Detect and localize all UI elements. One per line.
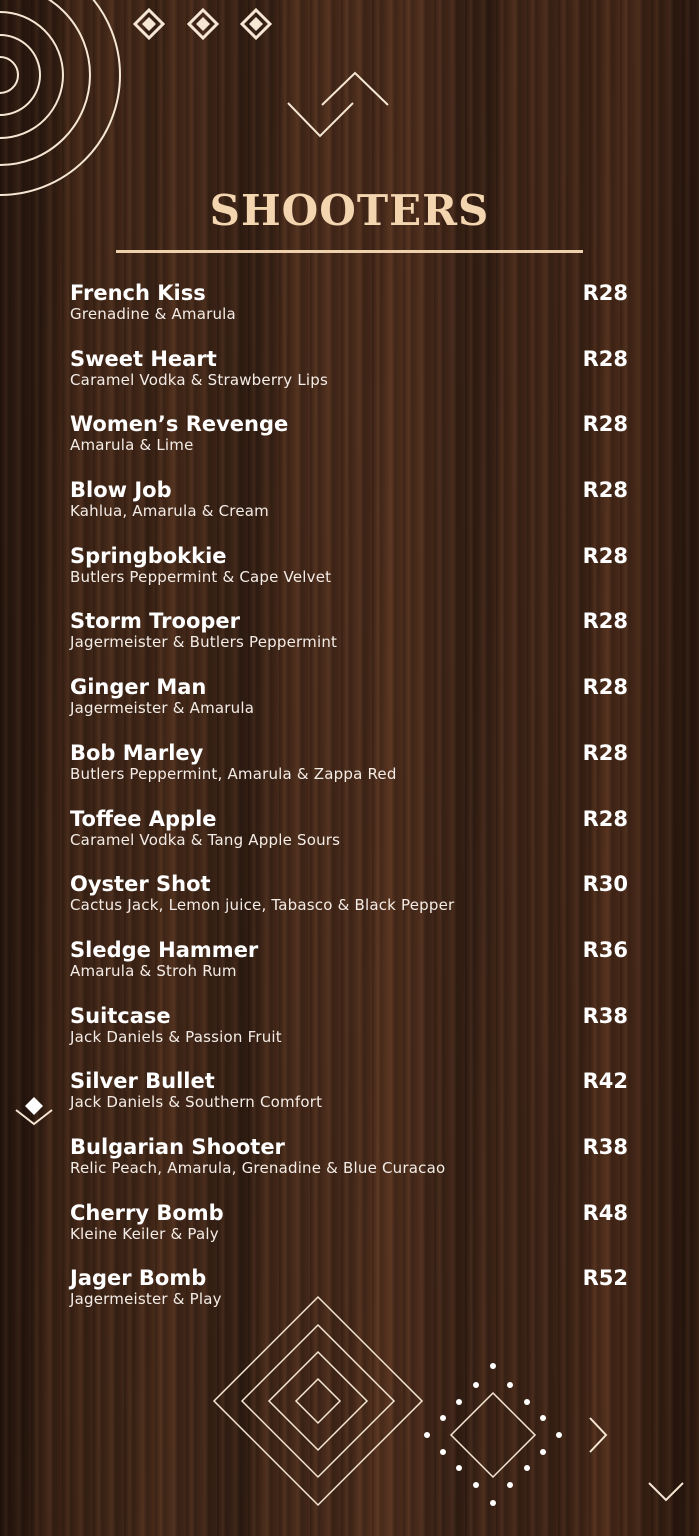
menu-item — [70, 281, 630, 347]
menu-item-price: R28 — [582, 412, 628, 437]
menu-item-name: Jager Bomb — [70, 1266, 207, 1291]
chevron-icon — [649, 1483, 683, 1500]
menu-item-description: Amarula & Lime — [70, 436, 194, 455]
menu-item-name: French Kiss — [70, 281, 206, 305]
menu-item-price: R28 — [582, 543, 628, 568]
menu-item — [70, 1069, 630, 1135]
menu-item-description: Kahlua, Amarula & Cream — [70, 502, 269, 521]
menu-item-price: R28 — [582, 806, 628, 831]
menu-item-description: Jack Daniels & Passion Fruit — [70, 1027, 282, 1046]
menu-item-name: Cherry Bomb — [70, 1200, 224, 1225]
menu-item-description: Caramel Vodka & Strawberry Lips — [70, 370, 328, 389]
menu-item — [70, 412, 630, 478]
menu-item-price: R28 — [582, 609, 628, 634]
menu-item-name: Toffee Apple — [70, 806, 217, 831]
menu-item — [70, 347, 630, 413]
menu-item-name: Bob Marley — [70, 740, 204, 765]
menu-item-description: Cactus Jack, Lemon juice, Tabasco & Black Pepper — [70, 896, 455, 915]
menu-item-price: R48 — [582, 1200, 628, 1225]
menu-item-name: Blow Job — [70, 478, 172, 503]
menu-item-price: R28 — [582, 478, 628, 503]
menu-item-price: R38 — [582, 1134, 628, 1159]
menu-item-description: Relic Peach, Amarula, Grenadine & Blue Curacao — [70, 1158, 446, 1177]
menu-item-name: Sweet Heart — [70, 346, 217, 371]
menu-list — [70, 281, 630, 1332]
menu-item — [70, 741, 630, 807]
menu-item-description: Jack Daniels & Southern Comfort — [70, 1093, 323, 1112]
menu-item-description: Kleine Keiler & Paly — [70, 1224, 219, 1243]
menu-item-name: Bulgarian Shooter — [70, 1134, 285, 1159]
menu-item — [70, 675, 630, 741]
menu-item-price: R28 — [582, 675, 628, 700]
diamond-icon — [16, 1097, 52, 1124]
menu-item — [70, 609, 630, 675]
menu-item-price: R38 — [582, 1003, 628, 1028]
menu-item — [70, 478, 630, 544]
title-divider — [116, 250, 583, 253]
menu-item-price: R30 — [582, 872, 628, 897]
menu-item — [70, 544, 630, 610]
menu-item-price: R36 — [582, 937, 628, 962]
menu-item — [70, 807, 630, 873]
menu-item-description: Butlers Peppermint, Amarula & Zappa Red — [70, 764, 397, 783]
menu-item-name: Springbokkie — [70, 543, 227, 568]
dotted-circle-icon — [424, 1363, 562, 1506]
menu-item-price: R42 — [582, 1069, 628, 1094]
menu-item — [70, 1135, 630, 1201]
menu-item-price: R28 — [582, 740, 628, 765]
chevron-icon — [288, 73, 388, 136]
menu-item-name: Sledge Hammer — [70, 937, 259, 962]
menu-item-description: Butlers Peppermint & Cape Velvet — [70, 567, 332, 586]
menu-item-name: Women’s Revenge — [70, 412, 289, 437]
menu-item-name: Oyster Shot — [70, 872, 211, 897]
menu-item — [70, 1201, 630, 1267]
menu-item-description: Amarula & Stroh Rum — [70, 961, 237, 980]
menu-item-description: Jagermeister & Butlers Peppermint — [70, 633, 338, 652]
menu-item-description: Grenadine & Amarula — [70, 305, 236, 323]
menu-item-price: R52 — [582, 1266, 628, 1291]
menu-item-price: R28 — [582, 346, 628, 371]
menu-item — [70, 872, 630, 938]
menu-item-name: Ginger Man — [70, 675, 207, 700]
menu-item-name: Silver Bullet — [70, 1069, 215, 1094]
menu-item-description: Caramel Vodka & Tang Apple Sours — [70, 830, 341, 849]
menu-item — [70, 1004, 630, 1070]
menu-item-description: Jagermeister & Amarula — [70, 699, 255, 718]
menu-item — [70, 1266, 630, 1332]
menu-item — [70, 938, 630, 1004]
menu-item-name: Suitcase — [70, 1003, 171, 1028]
menu-item-name: Storm Trooper — [70, 609, 240, 634]
concentric-arcs-icon — [0, 0, 120, 195]
menu-item-description: Jagermeister & Play — [70, 1290, 222, 1309]
chevron-icon — [590, 1418, 606, 1452]
page-title: SHOOTERS — [209, 186, 490, 235]
menu-item-price: R28 — [582, 281, 628, 305]
